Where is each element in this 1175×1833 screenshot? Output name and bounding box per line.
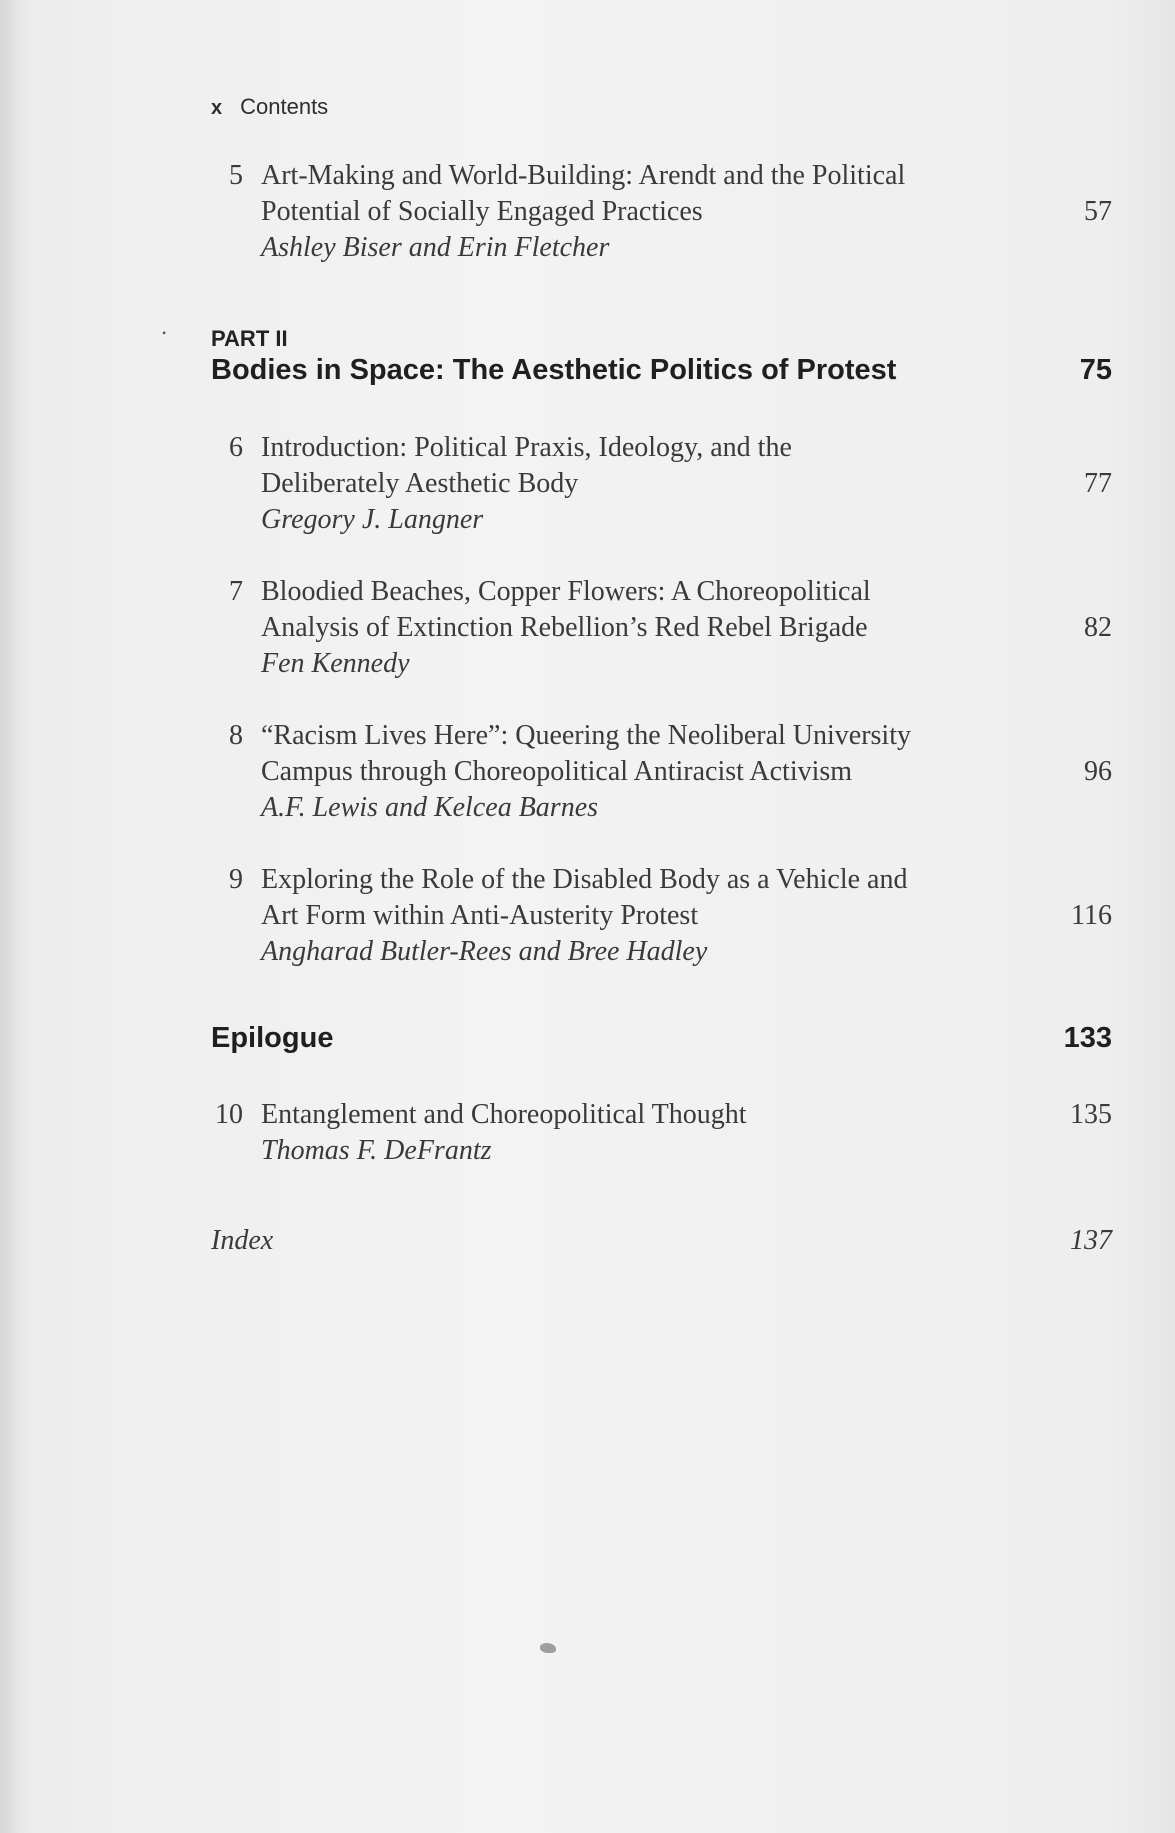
ink-smudge — [540, 1643, 556, 1653]
chapter-author: Gregory J. Langner — [261, 504, 484, 535]
toc-entry-chapter-10 — [215, 1097, 1112, 1169]
chapter-page: 116 — [1071, 900, 1112, 931]
chapter-author: Ashley Biser and Erin Fletcher — [261, 232, 610, 263]
running-head-label: Contents — [240, 94, 329, 119]
chapter-title-line: Potential of Socially Engaged Practices — [261, 196, 703, 227]
index-page: 137 — [1070, 1225, 1112, 1256]
chapter-author: Thomas F. DeFrantz — [261, 1135, 492, 1166]
page-number: x — [211, 97, 223, 119]
epilogue-heading — [211, 1022, 1112, 1055]
chapter-number: 5 — [229, 160, 243, 191]
toc-entry-chapter-8 — [225, 718, 1112, 826]
chapter-title-line: “Racism Lives Here”: Queering the Neoliberal University — [261, 720, 911, 751]
part-heading — [211, 354, 1112, 387]
chapter-title-line: Campus through Choreopolitical Antiracist Activism — [261, 756, 853, 787]
part-label: PART II — [211, 326, 288, 351]
chapter-author: Fen Kennedy — [261, 648, 410, 679]
toc-entry-chapter-7 — [225, 574, 1112, 682]
chapter-page: 57 — [1084, 196, 1112, 227]
epilogue-page: 133 — [1063, 1022, 1112, 1054]
toc-entry-chapter-6 — [225, 430, 1112, 538]
toc-entry-chapter-5 — [225, 158, 1112, 266]
part-title: Bodies in Space: The Aesthetic Politics of Protest — [211, 354, 897, 386]
chapter-title-line: Introduction: Political Praxis, Ideology, and the — [261, 432, 792, 463]
chapter-title-line: Deliberately Aesthetic Body — [261, 468, 579, 499]
chapter-page: 77 — [1084, 468, 1112, 499]
running-head — [211, 94, 328, 120]
index-entry — [211, 1225, 1112, 1257]
chapter-number: 9 — [229, 864, 243, 895]
chapter-title-line: Art-Making and World-Building: Arendt and the Political — [261, 160, 906, 191]
index-label: Index — [211, 1225, 274, 1256]
margin-mark: • — [162, 326, 167, 340]
chapter-number: 10 — [215, 1099, 243, 1130]
chapter-title-line: Art Form within Anti-Austerity Protest — [261, 900, 699, 931]
chapter-title-line: Exploring the Role of the Disabled Body as a Vehicle and — [261, 864, 908, 895]
chapter-number: 7 — [229, 576, 243, 607]
chapter-number: 8 — [229, 720, 243, 751]
chapter-author: Angharad Butler-Rees and Bree Hadley — [261, 936, 708, 967]
chapter-page: 82 — [1084, 612, 1112, 643]
chapter-page: 96 — [1084, 756, 1112, 787]
chapter-title-line: Entanglement and Choreopolitical Thought — [261, 1099, 747, 1130]
epilogue-title: Epilogue — [211, 1022, 334, 1054]
part-page: 75 — [1079, 354, 1112, 386]
chapter-title-line: Bloodied Beaches, Copper Flowers: A Choreopolitical — [261, 576, 871, 607]
chapter-title-line: Analysis of Extinction Rebellion’s Red Rebel Brigade — [261, 612, 868, 643]
chapter-author: A.F. Lewis and Kelcea Barnes — [261, 792, 599, 823]
chapter-page: 135 — [1070, 1099, 1112, 1130]
toc-entry-chapter-9 — [225, 862, 1112, 970]
chapter-number: 6 — [229, 432, 243, 463]
